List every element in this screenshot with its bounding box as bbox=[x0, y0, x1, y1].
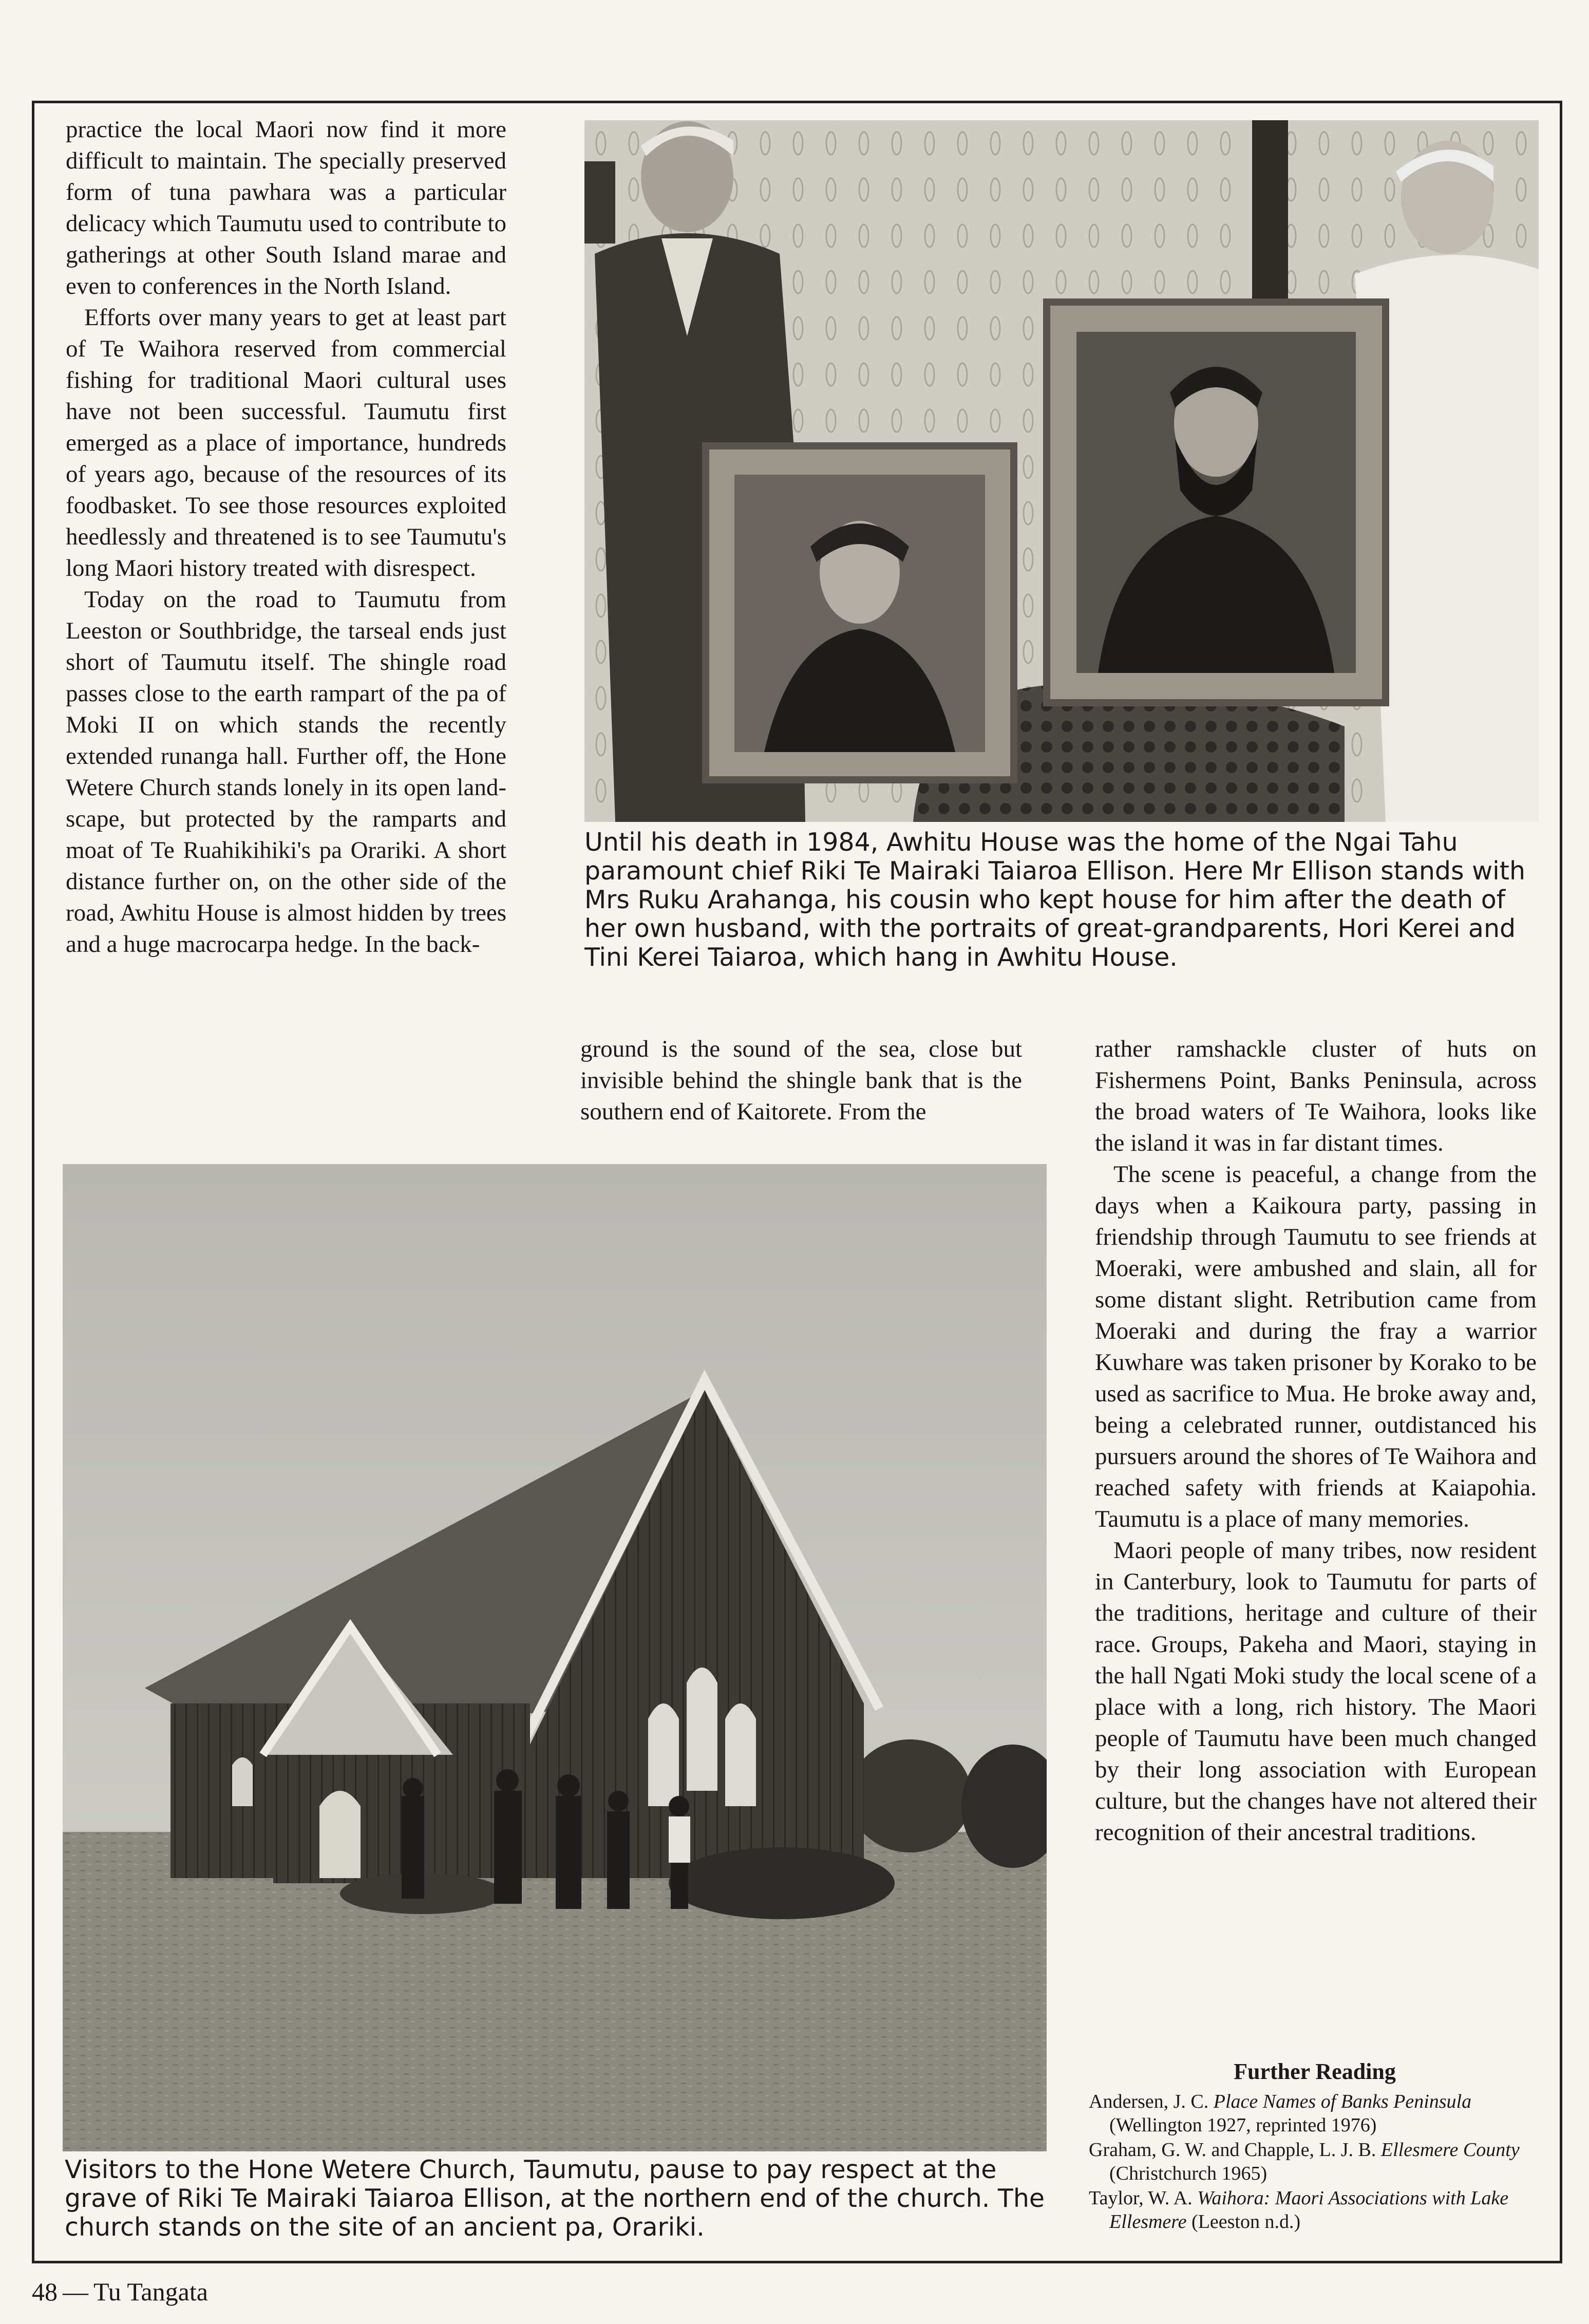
reference-item: Graham, G. W. and Chapple, L. J. B. Ellesmere County (Christchurch 1965) bbox=[1089, 2139, 1520, 2184]
publication-name: Tu Tangata bbox=[93, 2277, 208, 2306]
photo-portraits bbox=[584, 120, 1539, 822]
paragraph: Today on the road to Taumutu from Leeston or Southbridge, the tarseal ends just short of Taumutu itself. The shingle road passes close to the earth rampart of the pa of Moki II on which stands the recently extended runanga hall. Further off, the Hone Wetere Church stands lonely in its open landscape, but protected by the ramparts and moat of Te Ruahikihiki's pa Orariki. A short distance further on, on the other side of the road, Awhitu House is almost hidden by trees and a huge macrocarpa hedge. In the back- bbox=[66, 586, 506, 958]
footer-dash: — bbox=[63, 2277, 88, 2306]
paragraph: practice the local Maori now find it more difficult to maintain. The specially preserved form of tuna pawhara was a particular delicacy which Taumutu used to contribute to gatherings at other South Island marae and even to conferences in the North Island. bbox=[66, 116, 506, 299]
paragraph: ground is the sound of the sea, close but invisible behind the shingle bank that is the southern end of Kaitorete. From the bbox=[580, 1036, 1022, 1125]
reference-item: Taylor, W. A. Waihora: Maori Associations with Lake Ellesmere (Leeston n.d.) bbox=[1089, 2187, 1509, 2233]
further-reading-title: Further Reading bbox=[1234, 2059, 1396, 2084]
page-footer bbox=[32, 2277, 208, 2307]
church-illustration bbox=[63, 1164, 1047, 2151]
caption-church: Visitors to the Hone Wetere Church, Taumutu, pause to pay respect at the grave of Riki Te Mairaki Taiaroa Ellison, at the northern end of the church. The church stands on the site of an ancient pa, Orariki. bbox=[65, 2155, 1045, 2242]
reference-item: Andersen, J. C. Place Names of Banks Peninsula (Wellington 1927, reprinted 1976) bbox=[1089, 2091, 1472, 2136]
paragraph: rather ramshackle cluster of huts on Fishermens Point, Banks Peninsula, across the broad waters of Te Waihora, looks like the island it was in far distant times. bbox=[1095, 1036, 1537, 1156]
photo-church bbox=[63, 1164, 1047, 2151]
paragraph: Efforts over many years to get at least part of Te Waihora reserved from commercial fishing for traditional Maori cultural uses have not been successful. Taumutu first emerged as a place of importance, hundreds of years ago, because of the resources of its foodbasket. To see those resources exploited heedlessly and threatened is to see Taumutu's long Maori history treated with disrespect. bbox=[66, 304, 506, 582]
paragraph: The scene is peaceful, a change from the days when a Kaikoura party, passing in friendship through Taumutu to see friends at Moeraki, were ambushed and slain, all for some distant slight. Retribution came from Moeraki and during the fray a warrior Kuwhare was taken prisoner by Korako to be used as sacrifice to Mua. He broke away and, being a celebrated runner, outdistanced his pursuers around the shores of Te Waihora and reached safety with friends at Kaiapohia. Taumutu is a place of many memories. bbox=[1095, 1161, 1537, 1532]
left-column bbox=[66, 114, 506, 960]
page-number: 48 bbox=[32, 2277, 58, 2306]
further-reading bbox=[1089, 2060, 1541, 2235]
paragraph: Maori people of many tribes, now resident in Canterbury, look to Taumutu for parts of the traditions, heritage and culture of their race. Groups, Pakeha and Maori, staying in the hall Ngati Moki study the local scene of a place with a long, rich history. The Maori people of Taumutu have been much changed by their long association with European culture, but the changes have not altered their recognition of their ancestral traditions. bbox=[1095, 1537, 1537, 1846]
right-column bbox=[1095, 1034, 1537, 1848]
middle-column bbox=[580, 1034, 1022, 1128]
portraits-illustration bbox=[584, 120, 1539, 822]
caption-portraits: Until his death in 1984, Awhitu House was the home of the Ngai Tahu paramount chief Riki Te Mairaki Taiaroa Ellison. Here Mr Ellison stands with Mrs Ruku Arahanga, his cousin who kept house for him after the death of her own husband, with the portraits of great-grandparents, Hori Kerei and Tini Kerei Taiaroa, which hang in Awhitu House. bbox=[584, 828, 1526, 972]
